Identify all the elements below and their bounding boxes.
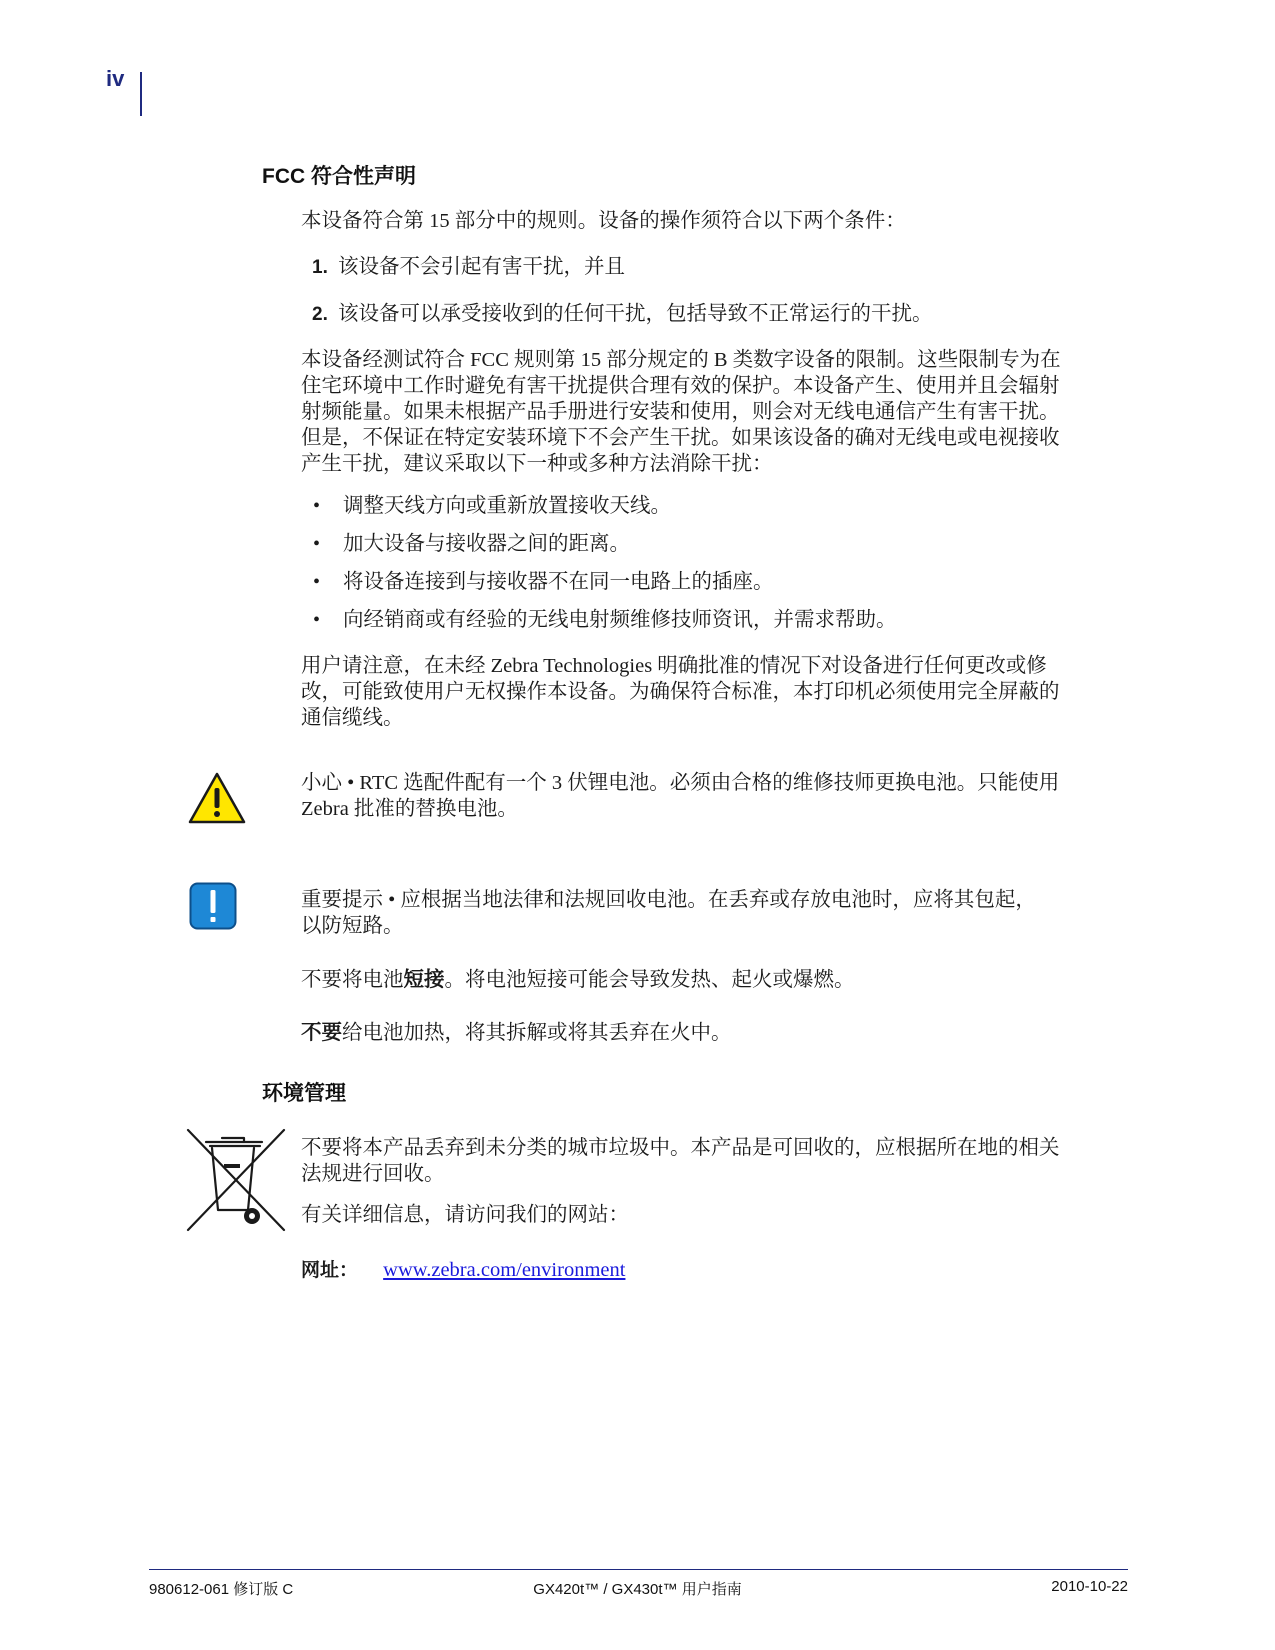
condition-text: 该设备可以承受接收到的任何干扰，包括导致不正常运行的干扰。 [338, 303, 933, 325]
fcc-intro: 本设备符合第 15 部分中的规则。设备的操作须符合以下两个条件： [301, 210, 906, 232]
heat-warning [301, 1020, 1101, 1046]
fcc-heading: FCC 符合性声明 [262, 165, 416, 188]
bullet-item [313, 531, 630, 557]
condition-item-1 [312, 254, 625, 281]
caution-line: Zebra 批准的替换电池。 [301, 798, 518, 820]
warning-triangle-icon [188, 772, 246, 824]
paragraph-line: 通信缆线。 [301, 707, 404, 729]
footer-date: 2010-10-22 [1051, 1578, 1128, 1595]
crossed-out-wheelie-bin-icon [186, 1128, 286, 1232]
environment-info: 有关详细信息，请访问我们的网站： [301, 1204, 629, 1226]
paragraph-line: 但是，不保证在特定安装环境下不会产生干扰。如果该设备的确对无线电或电视接收 [301, 427, 1060, 449]
important-line: 以防短路。 [301, 915, 404, 937]
footer-rule [149, 1569, 1128, 1570]
bullet-item [313, 493, 671, 519]
condition-number: 2. [312, 304, 328, 325]
bullet-icon: • [313, 609, 321, 631]
bullet-item [313, 569, 774, 595]
page-number: iv [106, 66, 125, 91]
paragraph-line: 用户请注意，在未经 Zebra Technologies 明确批准的情况下对设备进行任何更改或修 [301, 655, 1047, 677]
condition-number: 1. [312, 257, 328, 278]
fcc-paragraph [301, 347, 1101, 477]
footer-doc-number: 980612-061 修订版 C [149, 1581, 294, 1598]
important-note [301, 887, 1101, 939]
paragraph-line: 产生干扰，建议采取以下一种或多种方法消除干扰： [301, 453, 773, 475]
important-line: 重要提示 • 应根据当地法律和法规回收电池。在丢弃或存放电池时，应将其包起， [301, 889, 1036, 911]
bullet-text: 加大设备与接收器之间的距离。 [343, 533, 630, 555]
environment-link[interactable]: www.zebra.com/environment [383, 1259, 626, 1281]
caution-note [301, 770, 1101, 822]
important-exclamation-icon [189, 882, 237, 930]
bullet-icon: • [313, 533, 321, 555]
short-text-pre: 不要将电池 [301, 969, 404, 991]
paragraph-line: 改，可能致使用户无权操作本设备。为确保符合标准，本打印机必须使用完全屏蔽的 [301, 681, 1060, 703]
bullet-icon: • [313, 571, 321, 593]
condition-text: 该设备不会引起有害干扰，并且 [338, 256, 625, 278]
bullet-text: 将设备连接到与接收器不在同一电路上的插座。 [343, 571, 774, 593]
heat-text-post: 给电池加热，将其拆解或将其丢弃在火中。 [342, 1022, 732, 1044]
short-circuit-warning [301, 967, 1101, 993]
website-row [301, 1257, 625, 1284]
paragraph-line: 住宅环境中工作时避免有害干扰提供合理有效的保护。本设备产生、使用并且会辐射 [301, 375, 1060, 397]
short-text-post: 。将电池短接可能会导致发热、起火或爆燃。 [444, 969, 855, 991]
short-text-bold: 短接 [403, 969, 445, 991]
bullet-text: 向经销商或有经验的无线电射频维修技师资讯，并需求帮助。 [343, 609, 897, 631]
condition-item-2 [312, 301, 933, 328]
bullet-item [313, 607, 897, 633]
footer-title: GX420t™ / GX430t™ 用户指南 [533, 1581, 742, 1598]
heat-text-bold: 不要 [301, 1022, 342, 1044]
environment-heading: 环境管理 [262, 1082, 346, 1105]
caution-line: 小心 • RTC 选配件配有一个 3 伏锂电池。必须由合格的维修技师更换电池。只能使用 [301, 772, 1060, 794]
bullet-icon: • [313, 495, 321, 517]
environment-text [301, 1135, 1101, 1187]
environment-line: 法规进行回收。 [301, 1163, 445, 1185]
bullet-text: 调整天线方向或重新放置接收天线。 [343, 495, 671, 517]
website-label: 网址： [301, 1260, 359, 1281]
paragraph-line: 射频能量。如果未根据产品手册进行安装和使用，则会对无线电通信产生有害干扰。 [301, 401, 1060, 423]
paragraph-line: 本设备经测试符合 FCC 规则第 15 部分规定的 B 类数字设备的限制。这些限制专为在 [301, 349, 1061, 371]
fcc-user-notice [301, 653, 1101, 731]
environment-line: 不要将本产品丢弃到未分类的城市垃圾中。本产品是可回收的，应根据所在地的相关 [301, 1137, 1060, 1159]
header-rule [140, 72, 142, 116]
